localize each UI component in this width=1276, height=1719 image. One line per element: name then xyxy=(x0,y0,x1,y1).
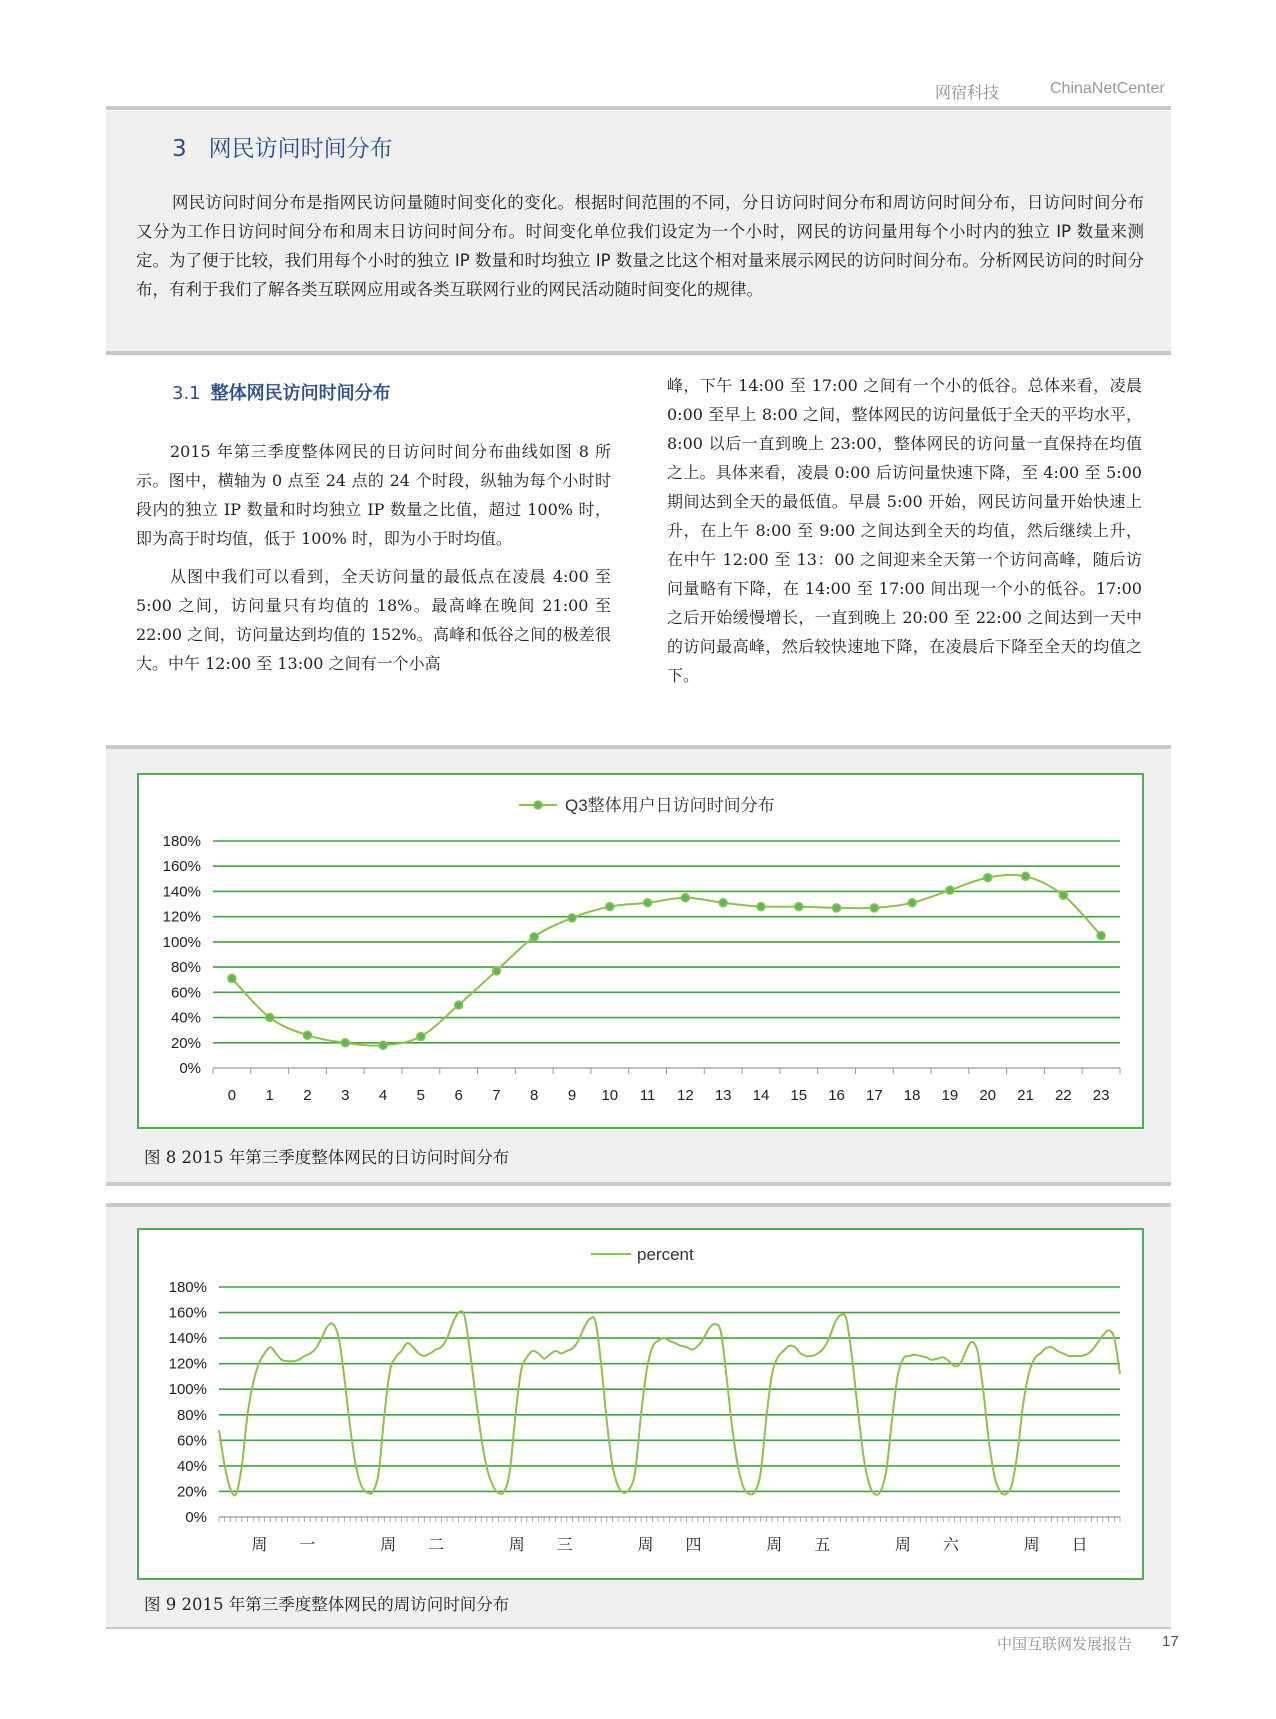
footer-report-name: 中国互联网发展报告 xyxy=(997,1635,1133,1653)
y-tick-label: 100% xyxy=(162,933,201,951)
data-point xyxy=(946,886,954,894)
data-point xyxy=(681,894,689,902)
y-tick-label: 80% xyxy=(170,959,201,977)
x-tick-label: 6 xyxy=(454,1087,463,1104)
figure9-caption: 图 9 2015 年第三季度整体网民的周访问时间分布 xyxy=(144,1595,510,1614)
body-left-column xyxy=(136,437,611,678)
x-tick-label: 3 xyxy=(341,1087,350,1104)
y-tick-label: 60% xyxy=(170,984,201,1002)
data-point xyxy=(379,1041,387,1049)
y-tick-label: 20% xyxy=(170,1034,201,1052)
x-category-label: 周 六 xyxy=(894,1537,959,1554)
data-point xyxy=(530,933,538,941)
y-tick-label: 0% xyxy=(185,1509,207,1526)
x-tick-label: 20 xyxy=(979,1087,997,1104)
data-point xyxy=(492,967,500,975)
data-point xyxy=(341,1039,349,1047)
y-tick-label: 180% xyxy=(162,833,201,850)
y-tick-label: 40% xyxy=(170,1009,201,1027)
x-tick-label: 9 xyxy=(567,1087,577,1104)
figure8-caption: 图 8 2015 年第三季度整体网民的日访问时间分布 xyxy=(144,1148,510,1167)
figure9-bottom-rule xyxy=(106,1627,1171,1629)
x-tick-label: 17 xyxy=(866,1087,883,1104)
x-tick-label: 13 xyxy=(714,1087,732,1104)
weekly-access-chart xyxy=(139,1230,1142,1578)
x-tick-label: 8 xyxy=(530,1087,539,1104)
x-tick-label: 19 xyxy=(941,1087,959,1104)
data-point xyxy=(1022,872,1030,880)
x-tick-label: 12 xyxy=(677,1087,694,1104)
body-paragraph-1: 2015 年第三季度整体网民的日访问时间分布曲线如图 8 所示。图中，横轴为 0 点至 24 点的 24 个时段，纵轴为每个小时时段内的独立 IP 数量和时均独立 IP 数量之比值，超过 100% 时，即为高于时均值，低于 100% 时，即为小于时均值。 xyxy=(136,442,611,548)
x-tick-label: 0 xyxy=(227,1087,237,1104)
intro-bottom-rule xyxy=(106,351,1171,355)
header-company-en: ChinaNetCenter xyxy=(1050,80,1165,97)
data-point xyxy=(833,904,841,912)
data-point xyxy=(984,874,992,882)
x-tick-label: 2 xyxy=(303,1087,312,1104)
x-tick-label: 4 xyxy=(378,1087,388,1104)
x-category-label: 周 日 xyxy=(1023,1537,1088,1554)
legend-label: percent xyxy=(637,1245,694,1264)
x-tick-label: 11 xyxy=(639,1087,656,1104)
section-number: 3 xyxy=(172,136,187,162)
figure8-chart-frame xyxy=(137,773,1144,1129)
data-point xyxy=(757,903,765,911)
data-point xyxy=(870,904,878,912)
y-tick-label: 140% xyxy=(162,883,201,901)
data-point xyxy=(719,899,727,907)
x-tick-label: 21 xyxy=(1017,1087,1034,1104)
x-tick-label: 7 xyxy=(492,1087,501,1104)
data-point xyxy=(417,1032,425,1040)
section-title xyxy=(172,130,393,163)
x-category-label: 周 三 xyxy=(508,1537,573,1554)
data-point xyxy=(644,899,652,907)
y-tick-label: 160% xyxy=(162,858,201,876)
x-category-label: 周 四 xyxy=(637,1537,702,1554)
x-category-label: 周 二 xyxy=(380,1537,445,1554)
x-category-label: 周 一 xyxy=(251,1537,316,1554)
y-tick-label: 140% xyxy=(168,1330,207,1348)
y-tick-label: 20% xyxy=(176,1483,207,1501)
header-company-cn: 网宿科技 xyxy=(935,83,1000,102)
x-tick-label: 18 xyxy=(903,1087,921,1104)
x-tick-label: 23 xyxy=(1092,1087,1110,1104)
series-line xyxy=(232,875,1101,1046)
legend-marker xyxy=(534,801,542,809)
x-tick-label: 14 xyxy=(752,1087,770,1104)
x-tick-label: 16 xyxy=(828,1087,845,1104)
section-title-text: 网民访问时间分布 xyxy=(208,136,393,162)
data-point xyxy=(908,899,916,907)
y-tick-label: 180% xyxy=(168,1279,207,1296)
body-paragraph-2-end: 峰，下午 14:00 至 17:00 之间有一个小的低谷。总体来看，凌晨 0:00 至早上 8:00 之间，整体网民的访问量低于全天的平均水平，8:00 以后一直到晚上 23:00，整体网民的访问量一直保持在均值之上。具体来看，凌晨 0:00 后访问量快速下降，至 4:00 至 5:00 期间达到全天的最低值。早晨 5:00 开始，网民访问量开始快速上升，在上午 8:00 至 9:00 之间达到全天的均值，然后继续上升，在中午 12:00 至 13：00 之间迎来全天第一个访问高峰，随后访问量略有下降，在 14:00 至 17:00 间出现一个小的低谷。17:00 之后开始缓慢增长，一直到晚上 20:00 至 22:00 之间达到一天中的访问最高峰，然后较快速地下降，在凌晨后下降至全天的均值之下。 xyxy=(667,376,1142,685)
figure8-bottom-rule xyxy=(106,1182,1171,1186)
header-rule xyxy=(106,106,1171,110)
section-intro-paragraph: 网民访问时间分布是指网民访问量随时间变化的变化。根据时间范围的不同，分日访问时间分布和周访问时间分布，日访问时间分布又分为工作日访问时间分布和周末日访问时间分布。时间变化单位我们设定为一个小时，网民的访问量用每个小时内的独立 IP 数量来测定。为了便于比较，我们用每个小时的独立 IP 数量和时均独立 IP 数量之比这个相对量来展示网民的访问时间分布。分析网民访问的时间分布，有利于我们了解各类互联网应用或各类互联网行业的网民活动随时间变化的规律。 xyxy=(136,193,1144,299)
x-tick-label: 1 xyxy=(265,1087,274,1104)
data-point xyxy=(228,974,236,982)
y-tick-label: 0% xyxy=(179,1060,201,1077)
subsection-title xyxy=(172,379,391,405)
x-tick-label: 22 xyxy=(1054,1087,1072,1104)
data-point xyxy=(568,914,576,922)
subsection-title-text: 整体网民访问时间分布 xyxy=(210,383,391,404)
data-point xyxy=(1097,932,1105,940)
data-point xyxy=(455,1001,463,1009)
y-tick-label: 40% xyxy=(176,1457,207,1475)
figure9-chart-frame xyxy=(137,1228,1144,1580)
page-number: 17 xyxy=(1162,1633,1179,1650)
body-paragraph-2-start: 从图中我们可以看到，全天访问量的最低点在凌晨 4:00 至 5:00 之间，访问量只有均值的 18%。最高峰在晚间 21:00 至 22:00 之间，访问量达到均值的 152%。高峰和低谷之间的极差很大。中午 12:00 至 13:00 之间有一个小高 xyxy=(136,567,611,673)
legend-label: Q3整体用户日访问时间分布 xyxy=(565,796,775,815)
daily-access-chart xyxy=(139,775,1142,1127)
data-point xyxy=(303,1031,311,1039)
data-point xyxy=(795,903,803,911)
body-right-column xyxy=(667,371,1142,690)
x-tick-label: 15 xyxy=(790,1087,808,1104)
x-tick-label: 5 xyxy=(416,1087,426,1104)
data-point xyxy=(606,903,614,911)
data-point xyxy=(1059,891,1067,899)
x-tick-label: 10 xyxy=(601,1087,619,1104)
y-tick-label: 160% xyxy=(168,1304,207,1322)
y-tick-label: 120% xyxy=(168,1355,207,1373)
y-tick-label: 120% xyxy=(162,908,201,926)
x-category-label: 周 五 xyxy=(766,1537,831,1554)
subsection-number: 3.1 xyxy=(172,383,201,404)
y-tick-label: 100% xyxy=(168,1381,207,1399)
y-tick-label: 80% xyxy=(176,1406,207,1424)
y-tick-label: 60% xyxy=(176,1432,207,1450)
data-point xyxy=(266,1014,274,1022)
